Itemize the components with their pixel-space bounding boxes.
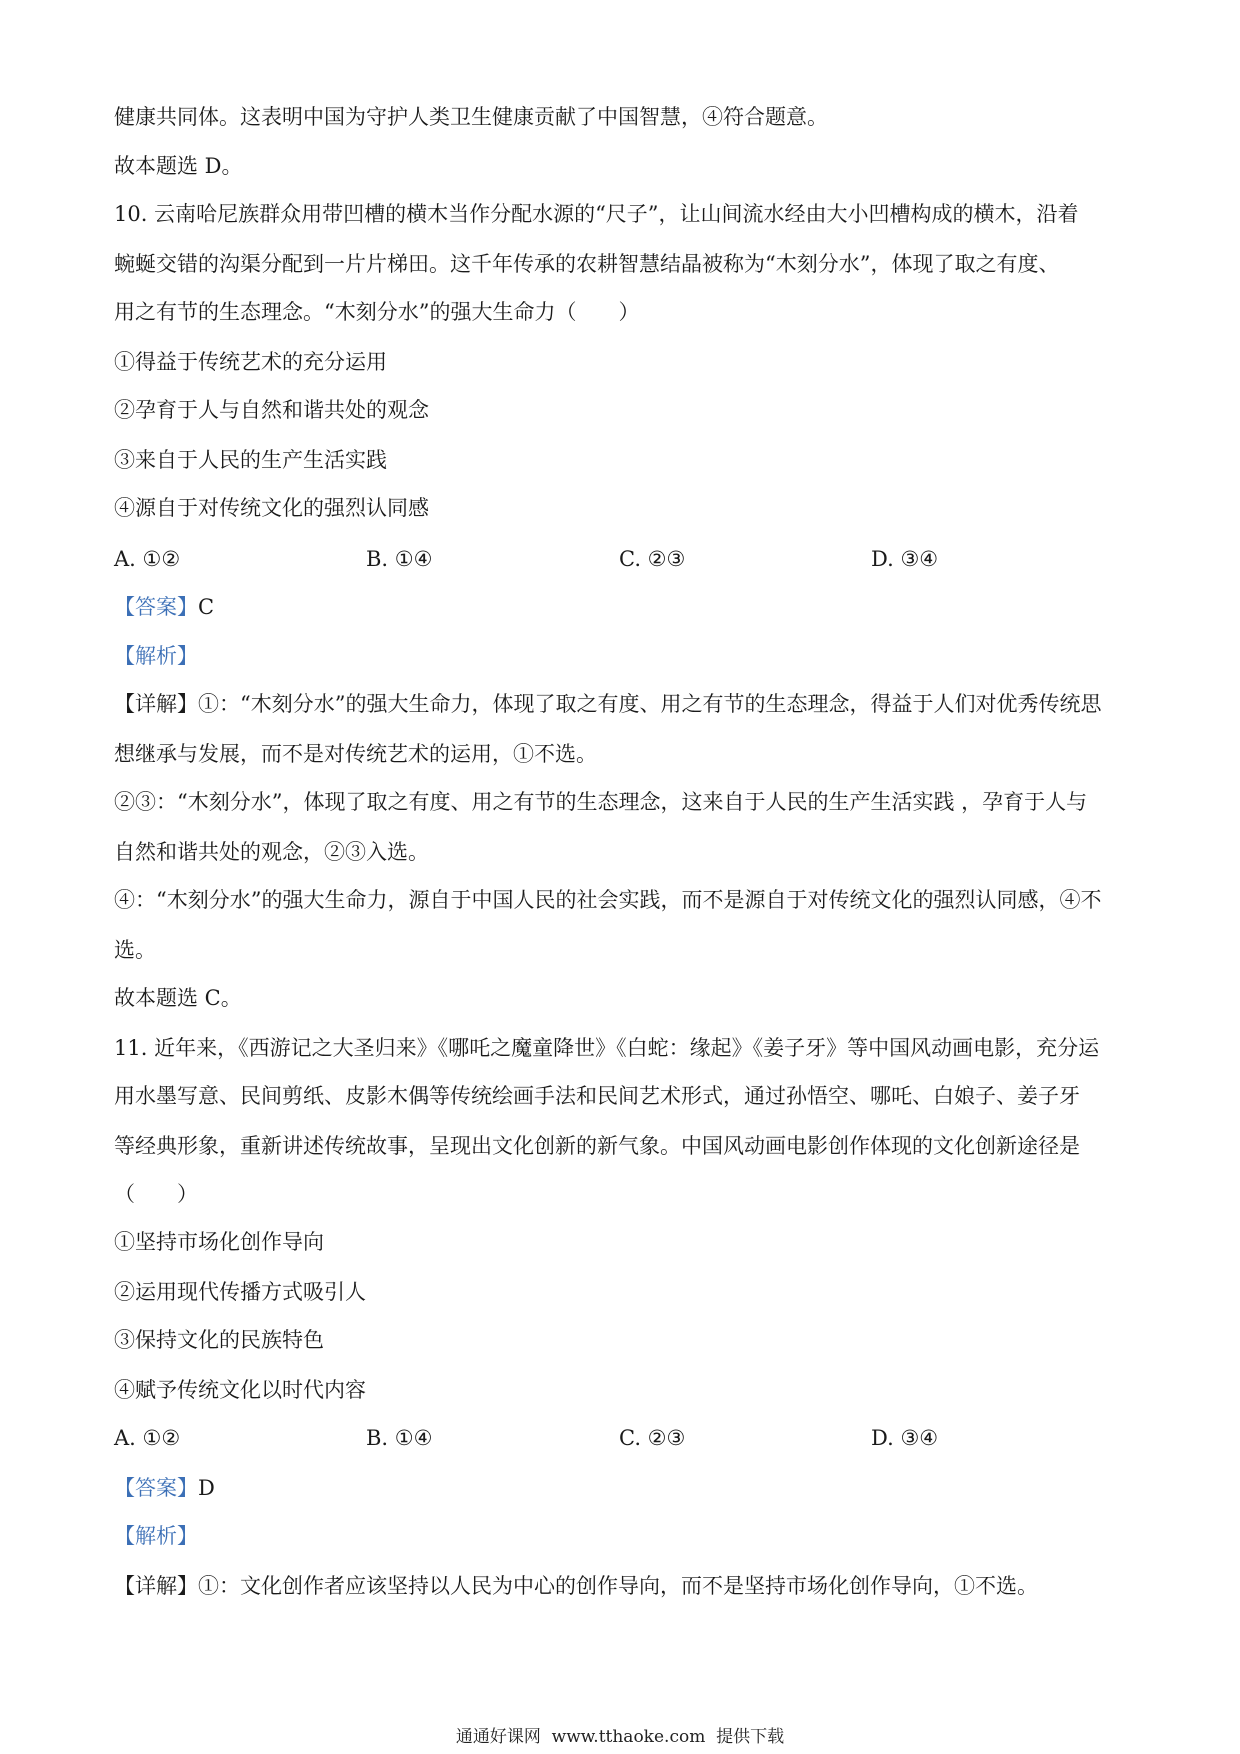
q10-option-a: A. ①②	[114, 547, 181, 571]
q10-stem-line: 蜿蜒交错的沟渠分配到一片片梯田。这千年传承的农耕智慧结晶被称为“木刻分水”，体现了取之有度、	[114, 252, 1060, 276]
q11-detail-line	[114, 1572, 1038, 1600]
q11-stem-line: 等经典形象，重新讲述传统故事，呈现出文化创新的新气象。中国风动画电影创作体现的文化创新途径是	[114, 1134, 1080, 1158]
q11-stem-line: （ ）	[114, 1182, 198, 1206]
detail-tag: 【详解】	[114, 692, 198, 716]
footer-suffix: 提供下载	[716, 1727, 785, 1747]
answer-tag: 【答案】	[114, 1476, 198, 1500]
page-footer	[0, 1726, 1240, 1748]
q11-option-b: B. ①④	[366, 1426, 433, 1450]
q10-statement: ③来自于人民的生产生活实践	[114, 448, 387, 472]
q11-answer	[114, 1474, 215, 1502]
detail-text: ①：文化创作者应该坚持以人民为中心的创作导向，而不是坚持市场化创作导向，①不选。	[198, 1574, 1038, 1598]
q10-conclusion: 故本题选 C。	[114, 986, 242, 1010]
q11-statement: ②运用现代传播方式吸引人	[114, 1280, 366, 1304]
q11-analysis-heading	[114, 1522, 198, 1550]
q10-detail-line	[114, 690, 1101, 718]
analysis-tag: 【解析】	[114, 644, 198, 668]
q11-statement: ①坚持市场化创作导向	[114, 1230, 324, 1254]
q10-statement: ④源自于对传统文化的强烈认同感	[114, 496, 429, 520]
q10-detail-line: ④：“木刻分水”的强大生命力，源自于中国人民的社会实践，而不是源自于对传统文化的强烈认同感，④不	[114, 888, 1102, 912]
analysis-tag: 【解析】	[114, 1524, 198, 1548]
answer-tag: 【答案】	[114, 595, 198, 619]
q10-detail-line: ②③：“木刻分水”，体现了取之有度、用之有节的生态理念，这来自于人民的生产生活实践 ，孕育于人与	[114, 790, 1088, 814]
q10-stem-line: 10. 云南哈尼族群众用带凹槽的横木当作分配水源的“尺子”，让山间流水经由大小凹槽构成的横木，沿着	[114, 202, 1079, 226]
prev-answer-tail: 健康共同体。这表明中国为守护人类卫生健康贡献了中国智慧，④符合题意。	[114, 105, 828, 129]
q10-detail-line: 自然和谐共处的观念，②③入选。	[114, 840, 429, 864]
q10-option-b: B. ①④	[366, 547, 433, 571]
q10-option-c: C. ②③	[619, 547, 686, 571]
q10-answer	[114, 593, 214, 621]
q11-statement: ④赋予传统文化以时代内容	[114, 1378, 366, 1402]
footer-site-name: 通通好课网	[455, 1727, 541, 1747]
q10-analysis-heading	[114, 642, 198, 670]
answer-value: C	[198, 595, 215, 619]
footer-url[interactable]: www.tthaoke.com	[551, 1727, 706, 1747]
q10-detail-line: 想继承与发展，而不是对传统艺术的运用，①不选。	[114, 742, 597, 766]
q11-option-d: D. ③④	[871, 1426, 939, 1450]
answer-value: D	[198, 1476, 215, 1500]
q10-statement: ①得益于传统艺术的充分运用	[114, 350, 387, 374]
q10-stem-line: 用之有节的生态理念。“木刻分水”的强大生命力（ ）	[114, 300, 640, 324]
q10-option-d: D. ③④	[871, 547, 939, 571]
detail-text: ①：“木刻分水”的强大生命力，体现了取之有度、用之有节的生态理念，得益于人们对优秀传统思	[198, 692, 1102, 716]
q11-stem-line: 用水墨写意、民间剪纸、皮影木偶等传统绘画手法和民间艺术形式，通过孙悟空、哪吒、白娘子、姜子牙	[114, 1084, 1080, 1108]
detail-tag: 【详解】	[114, 1574, 198, 1598]
prev-conclusion: 故本题选 D。	[114, 154, 243, 178]
q10-statement: ②孕育于人与自然和谐共处的观念	[114, 398, 429, 422]
q10-detail-line: 选。	[114, 938, 156, 962]
q11-option-a: A. ①②	[114, 1426, 181, 1450]
q11-statement: ③保持文化的民族特色	[114, 1328, 324, 1352]
q11-stem-line: 11. 近年来，《西游记之大圣归来》《哪吒之魔童降世》《白蛇：缘起》《姜子牙》等中国风动画电影，充分运	[114, 1036, 1100, 1060]
q11-option-c: C. ②③	[619, 1426, 686, 1450]
